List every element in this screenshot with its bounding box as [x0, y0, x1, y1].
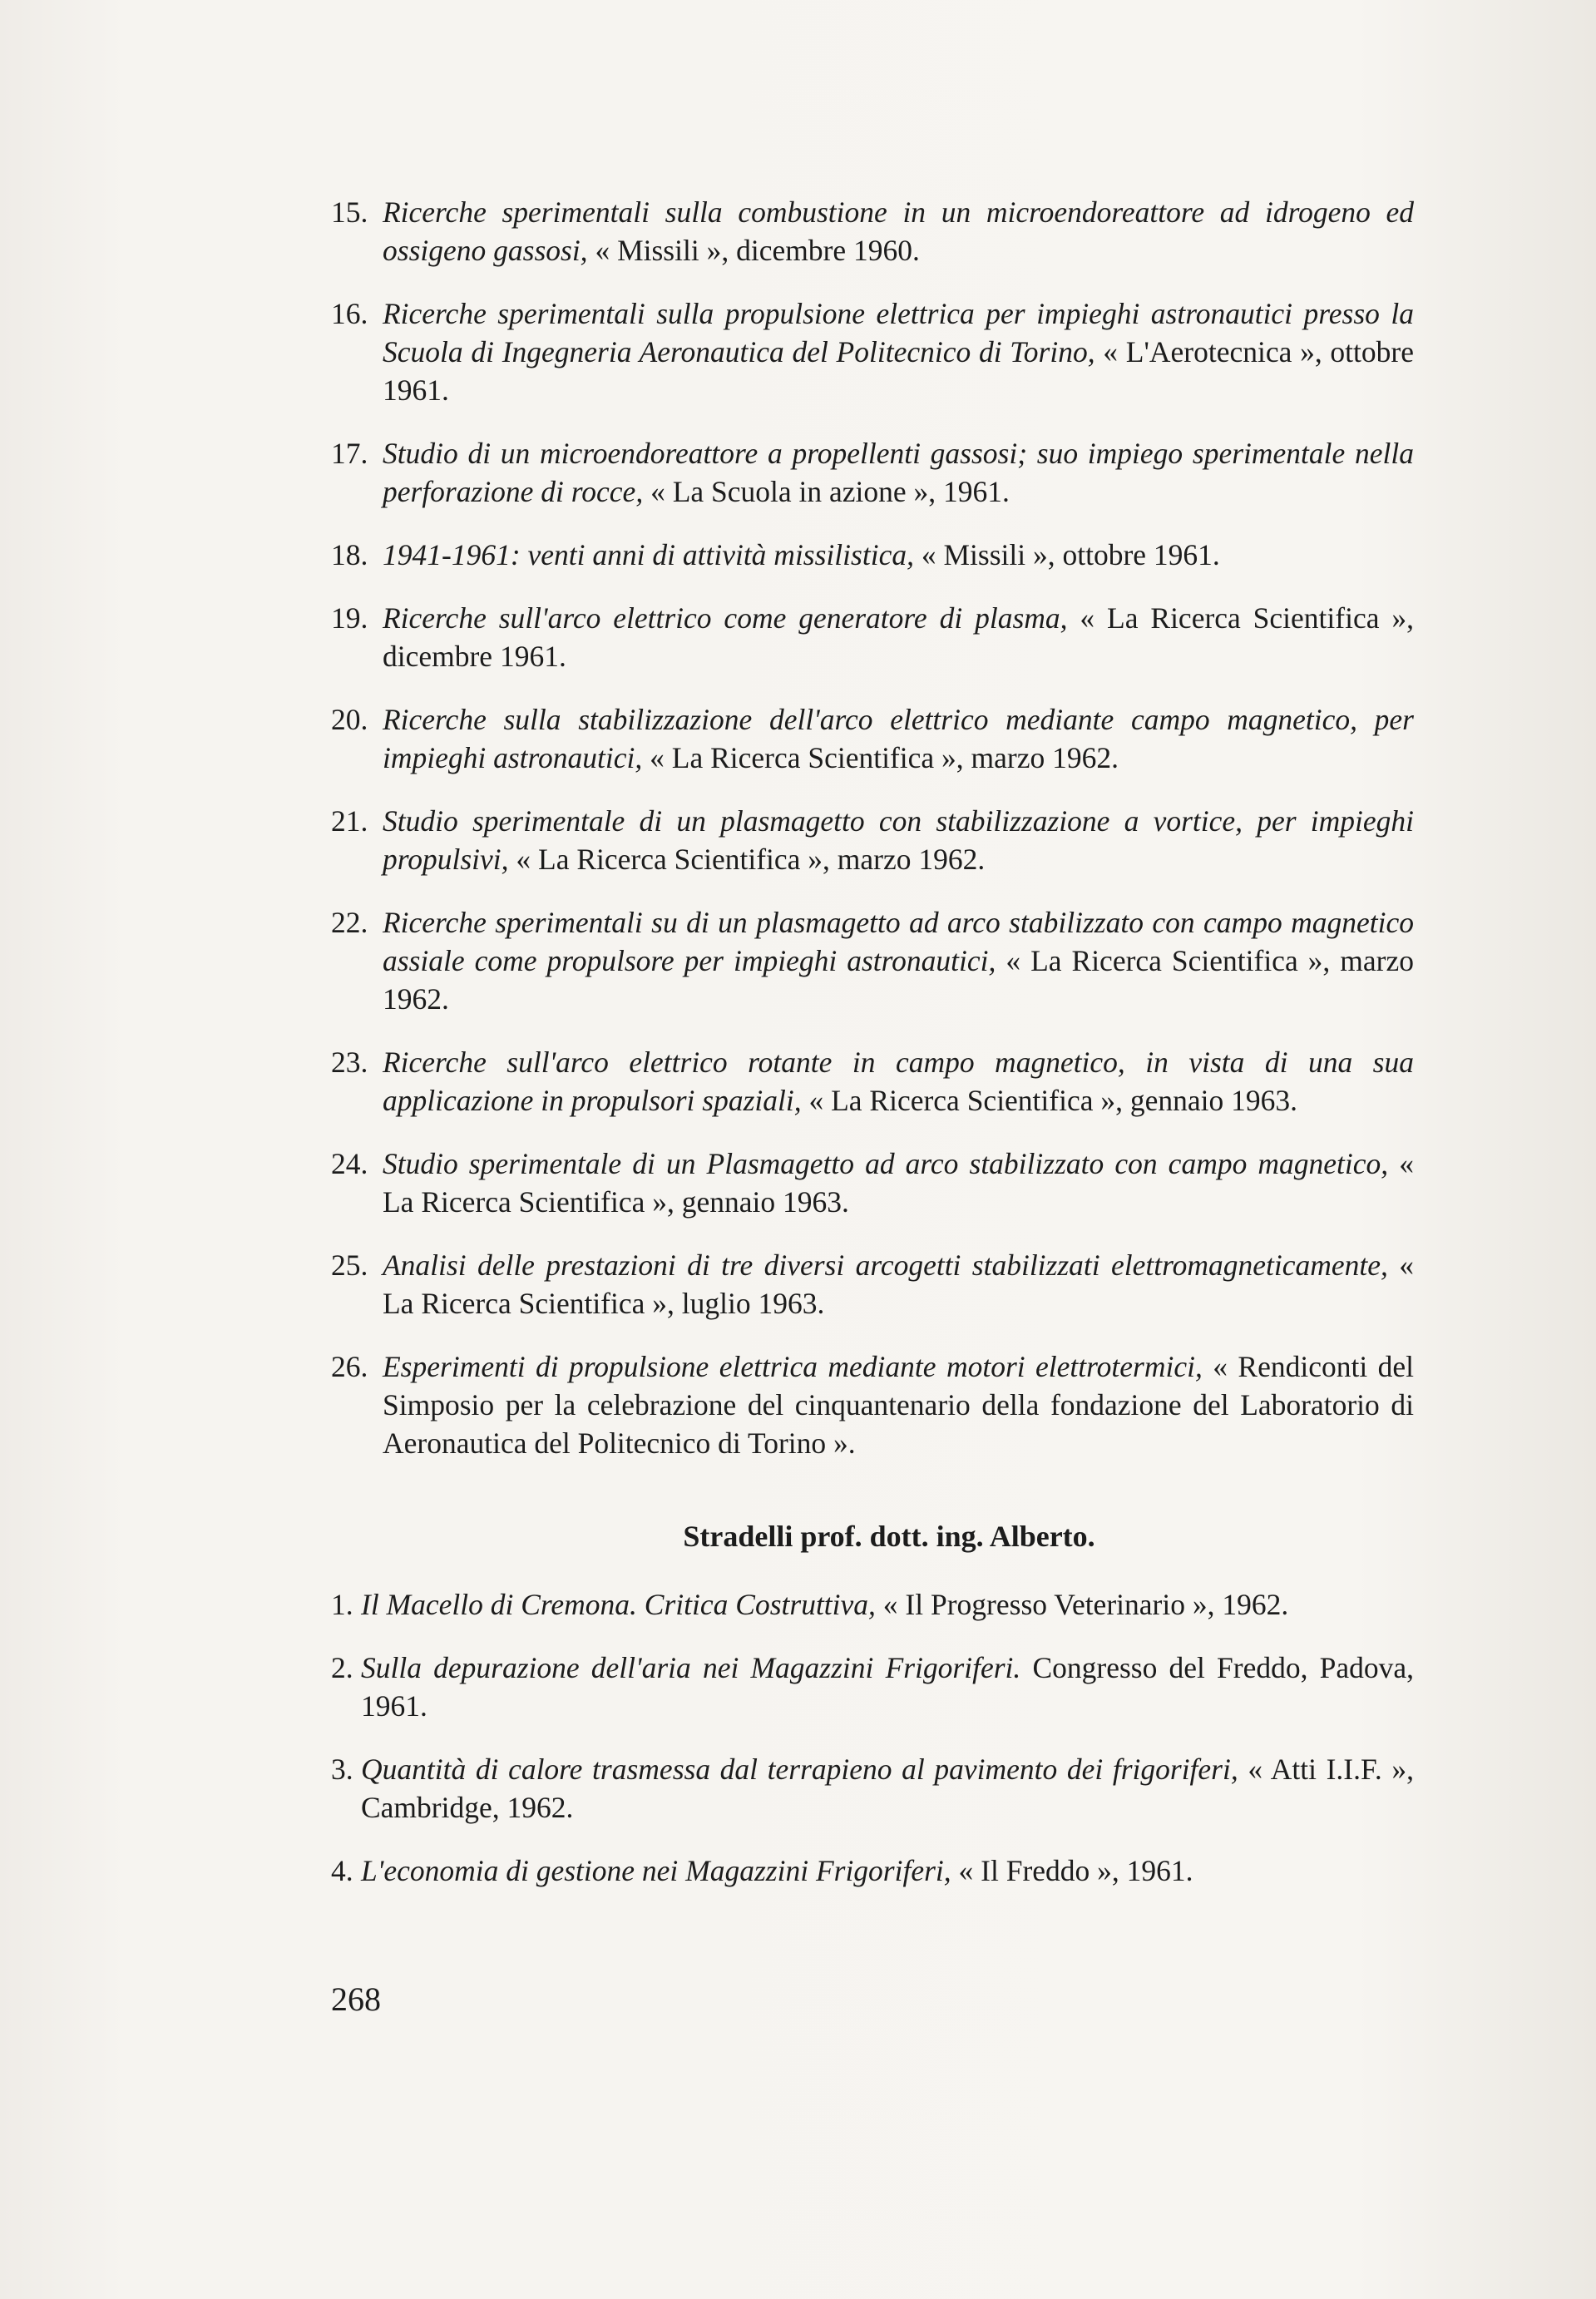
entry-title: Quantità di calore trasmessa dal terrapieno al pavimento dei frigoriferi,: [361, 1753, 1238, 1786]
entry-number: 16.: [331, 297, 368, 330]
list-item: [331, 536, 1414, 574]
list-item: [331, 434, 1414, 511]
list-item: [331, 1347, 1414, 1462]
entry-source: « Atti I.I.F. », Cambridge, 1962.: [361, 1753, 1414, 1824]
entry-number: 3.: [331, 1753, 353, 1786]
entry-source: « La Scuola in azione », 1961.: [643, 475, 1010, 508]
entry-title: Sulla depurazione dell'aria nei Magazzini Frigoriferi.: [361, 1651, 1021, 1684]
entry-title: Ricerche sperimentali sulla combustione in un microendoreattore ad idrogeno ed ossigeno gassosi,: [383, 195, 1414, 267]
list-item: [331, 903, 1414, 1018]
entry-text: [361, 1649, 1414, 1725]
list-item: [331, 599, 1414, 675]
entry-source: « Il Progresso Veterinario », 1962.: [875, 1588, 1289, 1621]
entry-title: Ricerche sperimentali sulla propulsione elettrica per impieghi astronautici presso la Scuola di Ingegneria Aeronautica del Politecnico di Torino,: [383, 297, 1414, 368]
entry-source: « La Ricerca Scientifica », dicembre 1961.: [383, 601, 1414, 673]
list-item: [331, 1043, 1414, 1120]
publication-list-b: [331, 1585, 1414, 1890]
entry-text: [383, 1145, 1414, 1221]
list-item: [331, 1852, 1414, 1890]
entry-text: [383, 599, 1414, 675]
entry-number: 20.: [331, 703, 368, 736]
entry-number: 2.: [331, 1651, 353, 1684]
entry-number: 18.: [331, 538, 368, 571]
entry-source: « Missili », ottobre 1961.: [913, 538, 1220, 571]
list-item: [331, 1246, 1414, 1323]
entry-title: L'economia di gestione nei Magazzini Frigoriferi,: [361, 1854, 951, 1887]
entry-number: 19.: [331, 601, 368, 635]
list-item: [331, 294, 1414, 409]
entry-source: « Il Freddo », 1961.: [951, 1854, 1193, 1887]
entry-text: [383, 1347, 1414, 1462]
entry-text: [361, 1750, 1414, 1827]
list-item: [331, 1585, 1414, 1624]
entry-number: 26.: [331, 1350, 368, 1383]
page-number: 268: [331, 1980, 381, 2018]
entry-source: « La Ricerca Scientifica », luglio 1963.: [383, 1248, 1415, 1320]
entry-source: « La Ricerca Scientifica », gennaio 1963.: [801, 1084, 1297, 1117]
entry-number: 22.: [331, 906, 368, 939]
entry-source: Congresso del Freddo, Padova, 1961.: [361, 1651, 1414, 1723]
entry-source: « La Ricerca Scientifica », marzo 1962.: [508, 843, 986, 876]
entry-title: Ricerche sperimentali su di un plasmagetto ad arco stabilizzato con campo magnetico assiale come propulsore per impieghi astronautici,: [383, 906, 1414, 977]
entry-text: [361, 1852, 1414, 1890]
entry-text: [383, 700, 1414, 777]
entry-source: « Missili », dicembre 1960.: [587, 234, 920, 267]
entry-text: [383, 434, 1414, 511]
entry-text: [383, 802, 1414, 878]
entry-number: 4.: [331, 1854, 353, 1887]
entry-number: 23.: [331, 1046, 368, 1079]
entry-title: Il Macello di Cremona. Critica Costruttiva,: [361, 1588, 876, 1621]
entry-title: Esperimenti di propulsione elettrica mediante motori elettrotermici,: [383, 1350, 1203, 1383]
entry-title: Ricerche sull'arco elettrico rotante in campo magnetico, in vista di una sua applicazione in propulsori spaziali,: [383, 1046, 1414, 1117]
entry-title: 1941-1961: venti anni di attività missilistica,: [383, 538, 914, 571]
list-item: [331, 1750, 1414, 1827]
entry-title: Studio di un microendoreattore a propellenti gassosi; suo impiego sperimentale nella perforazione di rocce,: [383, 437, 1414, 508]
entry-number: 15.: [331, 195, 368, 229]
publication-list-a: [331, 193, 1414, 1462]
entry-title: Ricerche sull'arco elettrico come generatore di plasma,: [383, 601, 1068, 635]
entry-number: 25.: [331, 1248, 368, 1282]
entry-title: Analisi delle prestazioni di tre diversi arcogetti stabilizzati elettromagneticamente,: [383, 1248, 1388, 1282]
entry-text: [383, 193, 1414, 269]
entry-title: Ricerche sulla stabilizzazione dell'arco elettrico mediante campo magnetico, per impieghi astronautici,: [383, 703, 1414, 774]
list-item: [331, 193, 1414, 269]
entry-number: 1.: [331, 1588, 353, 1621]
entry-text: [383, 294, 1414, 409]
entry-source: « La Ricerca Scientifica », marzo 1962.: [642, 741, 1119, 774]
entry-text: [383, 1246, 1414, 1323]
list-item: [331, 802, 1414, 878]
list-item: [331, 1145, 1414, 1221]
entry-text: [383, 536, 1414, 574]
list-item: [331, 1649, 1414, 1725]
entry-number: 24.: [331, 1147, 368, 1180]
entry-title: Studio sperimentale di un plasmagetto con stabilizzazione a vortice, per impieghi propulsivi,: [383, 804, 1414, 876]
bibliography-column: [331, 193, 1414, 1915]
entry-source: « Rendiconti del Simposio per la celebrazione del cinquantenario della fondazione del Laboratorio di Aeronautica del Politecnico di Torino ».: [383, 1350, 1414, 1460]
list-item: [331, 700, 1414, 777]
entry-text: [361, 1585, 1414, 1624]
entry-source: « La Ricerca Scientifica », marzo 1962.: [383, 944, 1414, 1016]
entry-number: 21.: [331, 804, 368, 838]
entry-title: Studio sperimentale di un Plasmagetto ad arco stabilizzato con campo magnetico,: [383, 1147, 1389, 1180]
entry-source: « L'Aerotecnica », ottobre 1961.: [383, 335, 1414, 407]
entry-number: 17.: [331, 437, 368, 470]
entry-source: « La Ricerca Scientifica », gennaio 1963.: [383, 1147, 1415, 1219]
section-heading: Stradelli prof. dott. ing. Alberto.: [683, 1520, 1095, 1553]
entry-text: [383, 903, 1414, 1018]
entry-text: [383, 1043, 1414, 1120]
